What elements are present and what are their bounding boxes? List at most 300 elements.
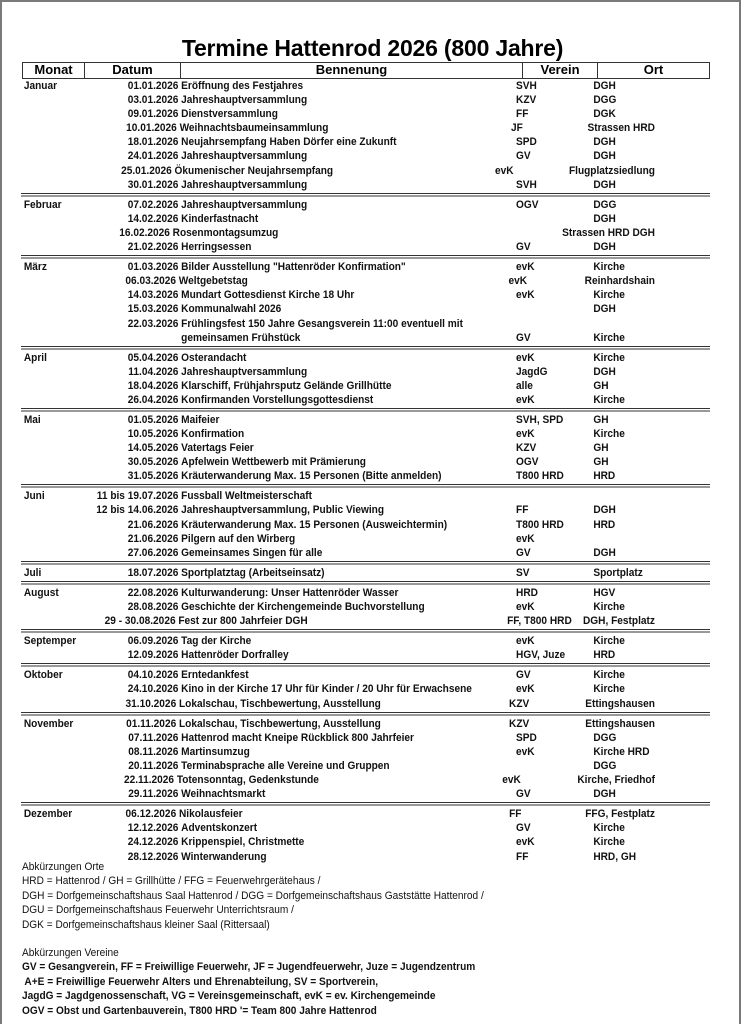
month-cell — [22, 121, 82, 135]
date-cell: 06.09.2026 — [127, 635, 179, 648]
club-cell: GV — [516, 546, 531, 559]
table-row — [22, 135, 655, 149]
legend-vereine-line: OGV = Obst und Gartenbauverein, T800 HRD '= Team 800 Jahre Hattenrod — [22, 1004, 377, 1017]
club-cell — [489, 226, 562, 240]
date-cell: 10.05.2026 — [127, 427, 179, 440]
month-cell — [22, 441, 83, 455]
location-cell: Kirche HRD — [593, 745, 650, 758]
club-cell — [516, 489, 593, 503]
club-cell: FF — [516, 108, 529, 121]
date-cell: 26.04.2026 — [127, 393, 179, 406]
date-cell: 08.11.2026 — [128, 745, 179, 758]
location-cell: Flugplatzsiedlung — [568, 164, 655, 177]
event-name-cell: Lokalschau, Tischbewertung, Ausstellung — [178, 717, 381, 730]
club-cell: evK — [516, 532, 535, 545]
table-row — [22, 648, 655, 662]
club-cell: FF — [509, 808, 522, 821]
legend-orte-line: DGK = Dorfgemeinschaftshaus kleiner Saal (Rittersaal) — [22, 918, 270, 931]
month-cell: Mai — [23, 413, 41, 426]
month-cell — [22, 240, 83, 254]
event-name-cell: Sportplatztag (Arbeitseinsatz) — [181, 566, 325, 579]
legend-orte-line: DGH = Dorfgemeinschaftshaus Saal Hattenrod / DGG = Dorfgemeinschaftshaus Gaststätte Hattenrod / — [22, 889, 484, 902]
location-cell: Ettingshausen — [585, 717, 655, 730]
event-name-cell: Klarschiff, Frühjahrsputz Gelände Grillhütte — [181, 379, 392, 392]
location-cell: DGH — [593, 788, 616, 801]
table-row — [22, 614, 655, 628]
month-cell — [22, 226, 79, 240]
event-name-cell: Kräuterwanderung Max. 15 Personen (Bitte anmelden) — [181, 470, 442, 483]
event-name-cell: Hattenröder Dorfralley — [181, 649, 289, 662]
table-row — [22, 518, 655, 532]
month-cell — [22, 614, 82, 628]
month-cell — [22, 787, 83, 801]
event-name-cell: Dienstversammlung — [181, 108, 278, 121]
club-cell: evK — [502, 774, 521, 787]
club-cell: OGV — [516, 456, 539, 469]
month-cell — [22, 682, 83, 696]
table-row — [22, 379, 655, 393]
club-cell: FF — [516, 504, 529, 517]
table-row — [22, 787, 655, 801]
date-cell: 24.12.2026 — [127, 836, 179, 849]
club-cell: evK — [516, 745, 535, 758]
event-name-cell: Herringsessen — [181, 241, 252, 254]
month-cell — [22, 469, 83, 483]
event-name-cell: Weihnachtsmarkt — [181, 788, 266, 801]
event-name-cell: Totensonntag, Gedenkstunde — [176, 774, 319, 787]
date-cell: 01.03.2026 — [127, 261, 179, 274]
month-separator — [22, 580, 655, 586]
table-header — [22, 62, 710, 79]
date-cell: 10.01.2026 — [126, 122, 177, 135]
table-row — [22, 566, 655, 580]
club-cell: GV — [516, 788, 531, 801]
date-cell: 07.02.2026 — [127, 198, 179, 211]
month-separator — [22, 192, 655, 198]
month-cell — [22, 546, 83, 560]
location-cell — [593, 532, 655, 546]
month-cell — [22, 503, 83, 517]
month-cell — [22, 773, 81, 787]
club-cell — [516, 759, 593, 773]
date-cell: 15.03.2026 — [127, 303, 179, 316]
date-cell: 07.11.2026 — [128, 731, 179, 744]
event-name-cell: Geschichte der Kirchengemeinde Buchvorstellung — [181, 601, 425, 613]
location-cell: DGG — [593, 94, 617, 107]
location-cell: GH — [593, 442, 609, 455]
event-name-cell: Konfirmanden Vorstellungsgottesdienst — [181, 393, 374, 406]
club-cell: SVH — [516, 80, 537, 92]
date-cell: 24.01.2026 — [127, 150, 179, 163]
date-cell: 18.04.2026 — [127, 379, 179, 392]
month-cell — [22, 455, 83, 469]
date-cell: 05.04.2026 — [127, 351, 179, 364]
event-name-cell: Terminabsprache alle Vereine und Gruppen — [181, 759, 390, 772]
location-cell: DGH — [593, 212, 616, 225]
location-cell: Kirche — [593, 393, 625, 406]
location-cell: Sportplatz — [593, 566, 643, 579]
location-cell: DGH — [593, 178, 616, 191]
location-cell: HRD, GH — [593, 850, 637, 863]
month-cell: März — [23, 261, 47, 274]
club-cell: HRD — [516, 586, 538, 599]
month-cell: August — [23, 586, 59, 599]
club-cell: T800 HRD — [516, 518, 564, 531]
month-cell: Juni — [23, 490, 45, 503]
month-cell: Januar — [23, 80, 58, 92]
month-cell — [22, 178, 83, 192]
location-cell: HGV — [593, 586, 616, 599]
header-ort: Ort — [597, 63, 709, 78]
date-cell: 30.05.2026 — [127, 456, 179, 469]
location-cell: Kirche — [593, 683, 625, 696]
table-row — [22, 503, 655, 517]
location-cell: Kirche — [593, 331, 625, 344]
location-cell: GH — [593, 413, 609, 426]
legend-vereine-line: A+E = Freiwillige Feuerwehr Alters und Ehrenabteilung, SV = Sportverein, — [22, 975, 379, 988]
header-verein: Verein — [522, 63, 597, 78]
date-cell: 27.06.2026 — [127, 546, 179, 559]
legend — [22, 860, 666, 1018]
location-cell: Kirche, Friedhof — [577, 774, 655, 787]
table-row — [22, 365, 655, 379]
location-cell: DGH — [593, 504, 616, 517]
event-name-cell: Weihnachtsbaumeinsammlung — [179, 122, 329, 135]
date-cell: 11 bis 19.07.2026 — [96, 490, 179, 503]
month-cell — [22, 532, 83, 546]
legend-orte-title: Abkürzungen Orte — [22, 861, 105, 873]
month-separator — [22, 407, 655, 413]
location-cell: Kirche — [593, 351, 625, 364]
club-cell — [516, 212, 593, 226]
location-cell: Reinhardshain — [584, 275, 655, 288]
date-cell: 04.10.2026 — [127, 669, 179, 682]
location-cell: Kirche — [593, 289, 625, 302]
month-cell: Februar — [23, 198, 62, 211]
location-cell: Kirche — [593, 261, 625, 274]
date-cell: 30.01.2026 — [127, 178, 179, 191]
table-row — [22, 821, 655, 835]
event-name-cell: Nikolausfeier — [178, 808, 243, 821]
month-cell: Oktober — [23, 669, 63, 682]
club-cell: GV — [516, 822, 531, 835]
header-datum: Datum — [84, 63, 180, 78]
date-cell: 06.12.2026 — [125, 808, 177, 821]
month-cell — [22, 317, 83, 345]
month-cell — [22, 731, 83, 745]
table-row — [22, 164, 655, 178]
location-cell: DGH, Festplatz — [582, 615, 655, 628]
table-row — [22, 274, 655, 288]
club-cell: FF — [516, 850, 529, 863]
header-monat: Monat — [34, 62, 73, 77]
club-cell: evK — [516, 289, 535, 302]
location-cell: Kirche — [593, 822, 625, 835]
table-row — [22, 93, 655, 107]
table-row — [22, 302, 655, 316]
event-name-cell: Winterwanderung — [181, 850, 267, 863]
legend-spacer — [22, 932, 666, 946]
date-cell: 09.01.2026 — [127, 108, 179, 121]
table-row — [22, 121, 655, 135]
table-row — [22, 600, 655, 614]
event-name-cell: Frühlingsfest 150 Jahre Gesangsverein 11:00 eventuell mit gemeinsamen Frühstück — [181, 317, 463, 344]
event-name-cell: Lokalschau, Tischbewertung, Ausstellung — [178, 697, 381, 710]
table-row — [22, 79, 655, 93]
location-cell: Kirche — [593, 601, 625, 613]
event-name-cell: Eröffnung des Festjahres — [181, 80, 304, 92]
date-cell: 18.07.2026 — [127, 566, 179, 579]
event-name-cell: Weltgebetstag — [178, 275, 248, 288]
month-cell — [22, 302, 83, 316]
event-name-cell: Krippenspiel, Christmette — [181, 836, 305, 849]
date-cell: 14.02.2026 — [127, 212, 179, 225]
event-name-cell: Jahreshauptversammlung — [181, 198, 308, 211]
month-cell: Juli — [23, 566, 42, 579]
location-cell: HRD — [593, 649, 616, 662]
club-cell — [516, 302, 593, 316]
event-name-cell: Jahreshauptversammlung — [181, 178, 308, 191]
date-cell: 24.10.2026 — [127, 683, 179, 696]
month-cell — [22, 821, 83, 835]
club-cell: KZV — [516, 442, 537, 455]
club-cell: evK — [516, 601, 535, 613]
club-cell: GV — [516, 331, 531, 344]
table-row — [22, 546, 655, 560]
club-cell: evK — [516, 683, 535, 696]
events-table — [22, 79, 655, 864]
date-cell: 11.04.2026 — [128, 365, 179, 378]
club-cell: JagdG — [516, 365, 548, 378]
table-row — [22, 317, 655, 345]
event-name-cell: Kinderfastnacht — [181, 212, 259, 225]
date-cell: 01.11.2026 — [126, 717, 177, 730]
date-cell: 29.11.2026 — [128, 788, 179, 801]
table-row — [22, 469, 655, 483]
location-cell: DGH — [593, 546, 616, 559]
header-bennenung: Bennenung — [180, 63, 522, 78]
date-cell: 14.05.2026 — [127, 442, 179, 455]
event-name-cell: Martinsumzug — [181, 745, 250, 758]
date-cell: 21.06.2026 — [127, 518, 179, 531]
date-cell: 21.02.2026 — [127, 241, 179, 254]
date-cell: 28.08.2026 — [127, 601, 179, 613]
event-name-cell: Kräuterwanderung Max. 15 Personen (Ausweichtermin) — [181, 518, 448, 531]
table-row — [22, 489, 655, 503]
club-cell: evK — [516, 635, 535, 648]
club-cell: OGV — [516, 198, 539, 211]
table-row — [22, 759, 655, 773]
club-cell: evK — [516, 836, 535, 849]
date-cell: 16.02.2026 — [119, 226, 170, 239]
month-cell — [22, 600, 83, 614]
event-name-cell: Osterandacht — [181, 351, 247, 364]
location-cell: DGH — [593, 365, 616, 378]
location-cell: Kirche — [593, 836, 625, 849]
date-cell: 12.12.2026 — [127, 822, 179, 835]
event-name-cell: Jahreshauptversammlung — [181, 94, 308, 107]
table-row — [22, 634, 655, 648]
event-name-cell: Bilder Ausstellung "Hattenröder Konfirmation" — [181, 261, 406, 274]
club-cell: GV — [516, 669, 531, 682]
event-name-cell: Erntedankfest — [181, 669, 249, 682]
month-cell — [22, 164, 80, 178]
month-cell — [22, 427, 83, 441]
club-cell: evK — [516, 351, 535, 364]
table-row — [22, 288, 655, 302]
club-cell: FF, T800 HRD — [507, 615, 572, 628]
location-cell: DGH — [593, 303, 616, 316]
club-cell: SPD — [516, 731, 537, 744]
event-name-cell: Neujahrsempfang Haben Dörfer eine Zukunft — [181, 136, 397, 149]
month-cell — [22, 393, 83, 407]
table-row — [22, 260, 655, 274]
table-row — [22, 773, 655, 787]
date-cell: 03.01.2026 — [127, 94, 179, 107]
event-name-cell: Vatertags Feier — [181, 442, 254, 455]
club-cell: SV — [516, 566, 530, 579]
month-cell — [22, 745, 83, 759]
month-separator — [22, 801, 655, 807]
event-name-cell: Ökumenischer Neujahrsempfang — [174, 164, 334, 177]
month-cell: Dezember — [23, 808, 73, 821]
table-row — [22, 717, 655, 731]
month-cell — [22, 135, 83, 149]
club-cell: JF — [510, 122, 523, 135]
location-cell: DGH — [593, 241, 616, 254]
club-cell: GV — [516, 241, 531, 254]
date-cell: 22.03.2026 — [127, 317, 179, 330]
location-cell: Ettingshausen — [585, 697, 655, 710]
month-cell — [22, 518, 83, 532]
month-cell — [22, 274, 82, 288]
event-name-cell: Adventskonzert — [181, 822, 258, 835]
table-row — [22, 107, 655, 121]
date-cell: 20.11.2026 — [128, 759, 179, 772]
location-cell: GH — [593, 379, 609, 392]
month-cell — [22, 697, 82, 711]
date-cell: 21.06.2026 — [127, 532, 179, 545]
month-cell: Septemper — [23, 635, 77, 648]
event-name-cell: Kino in der Kirche 17 Uhr für Kinder / 20 Uhr für Erwachsene — [181, 683, 472, 696]
table-row — [22, 351, 655, 365]
location-cell: HRD — [593, 518, 616, 531]
event-name-cell: Konfirmation — [181, 427, 245, 440]
location-cell: Kirche — [593, 427, 625, 440]
date-cell: 29 - 30.08.2026 — [104, 615, 176, 628]
club-cell: SPD — [516, 136, 537, 149]
event-name-cell: Tag der Kirche — [181, 635, 252, 648]
date-cell: 22.11.2026 — [123, 774, 175, 787]
table-row — [22, 807, 655, 821]
month-cell — [22, 288, 83, 302]
event-name-cell: Hattenrod macht Kneipe Rückblick 800 Jahrfeier — [181, 731, 415, 744]
month-separator — [22, 628, 655, 634]
table-row — [22, 455, 655, 469]
location-cell: GH — [593, 456, 609, 469]
club-cell: evK — [508, 275, 528, 288]
month-cell: November — [23, 717, 74, 730]
legend-vereine-line: JagdG = Jagdgenossenschaft, VG = Vereinsgemeinschaft, evK = ev. Kirchengemeinde — [22, 990, 436, 1003]
event-name-cell: Fussball Weltmeisterschaft — [181, 490, 313, 503]
month-cell — [22, 149, 83, 163]
event-name-cell: Jahreshauptversammlung — [181, 150, 308, 163]
month-separator — [22, 345, 655, 351]
date-cell: 25.01.2026 — [121, 164, 172, 177]
date-cell: 22.08.2026 — [127, 586, 179, 599]
month-separator — [22, 254, 655, 260]
location-cell: DGH — [593, 150, 616, 163]
month-cell — [22, 365, 83, 379]
month-cell — [22, 648, 83, 662]
club-cell: SVH — [516, 178, 537, 191]
table-row — [22, 441, 655, 455]
club-cell: evK — [516, 261, 535, 274]
event-name-cell: Kulturwanderung: Unser Hattenröder Wasser — [181, 586, 399, 599]
location-cell: DGG — [593, 198, 617, 211]
date-cell: 31.05.2026 — [127, 470, 179, 483]
table-row — [22, 413, 655, 427]
table-row — [22, 240, 655, 254]
table-row — [22, 682, 655, 696]
page-title: Termine Hattenrod 2026 (800 Jahre) — [181, 35, 564, 61]
location-cell: Strassen HRD — [587, 122, 655, 135]
table-row — [22, 835, 655, 849]
location-cell: DGH — [593, 80, 616, 92]
date-cell: 18.01.2026 — [127, 136, 179, 149]
date-cell: 12.09.2026 — [127, 649, 179, 662]
location-cell: DGK — [593, 108, 616, 121]
table-row — [22, 178, 655, 192]
table-row — [22, 668, 655, 682]
club-cell: HGV, Juze — [516, 649, 566, 662]
legend-vereine-line: GV = Gesangverein, FF = Freiwillige Feuerwehr, JF = Jugendfeuerwehr, Juze = Jugendzentrum — [22, 961, 476, 974]
table-row — [22, 731, 655, 745]
date-cell: 01.05.2026 — [127, 413, 179, 426]
event-name-cell: Pilgern auf den Wirberg — [181, 532, 296, 545]
month-separator — [22, 711, 655, 717]
table-row — [22, 427, 655, 441]
event-name-cell: Jahreshauptversammlung — [181, 365, 308, 378]
event-name-cell: Fest zur 800 Jahrfeier DGH — [178, 615, 308, 628]
date-cell: 28.12.2026 — [127, 850, 179, 863]
date-cell: 01.01.2026 — [127, 80, 179, 92]
month-separator — [22, 483, 655, 489]
table-row — [22, 697, 655, 711]
table-row — [22, 226, 655, 240]
club-cell: evK — [516, 427, 535, 440]
table-row — [22, 212, 655, 226]
club-cell: KZV — [509, 697, 530, 710]
location-cell: DGG — [593, 731, 617, 744]
club-cell: evK — [516, 393, 535, 406]
event-name-cell: Mundart Gottesdienst Kirche 18 Uhr — [181, 289, 355, 302]
table-row — [22, 149, 655, 163]
club-cell: alle — [516, 379, 533, 392]
location-cell: FFG, Festplatz — [585, 808, 655, 821]
date-cell: 12 bis 14.06.2026 — [96, 504, 179, 517]
table-row — [22, 532, 655, 546]
month-cell — [22, 759, 83, 773]
club-cell: SVH, SPD — [516, 413, 564, 426]
location-cell: DGG — [593, 759, 617, 772]
legend-orte-line: HRD = Hattenrod / GH = Grillhütte / FFG = Feuerwehrgerätehaus / — [22, 875, 321, 888]
location-cell: Kirche — [593, 669, 625, 682]
month-cell — [22, 212, 83, 226]
location-cell: Kirche — [593, 635, 625, 648]
club-cell: evK — [494, 164, 514, 177]
month-cell — [22, 93, 83, 107]
